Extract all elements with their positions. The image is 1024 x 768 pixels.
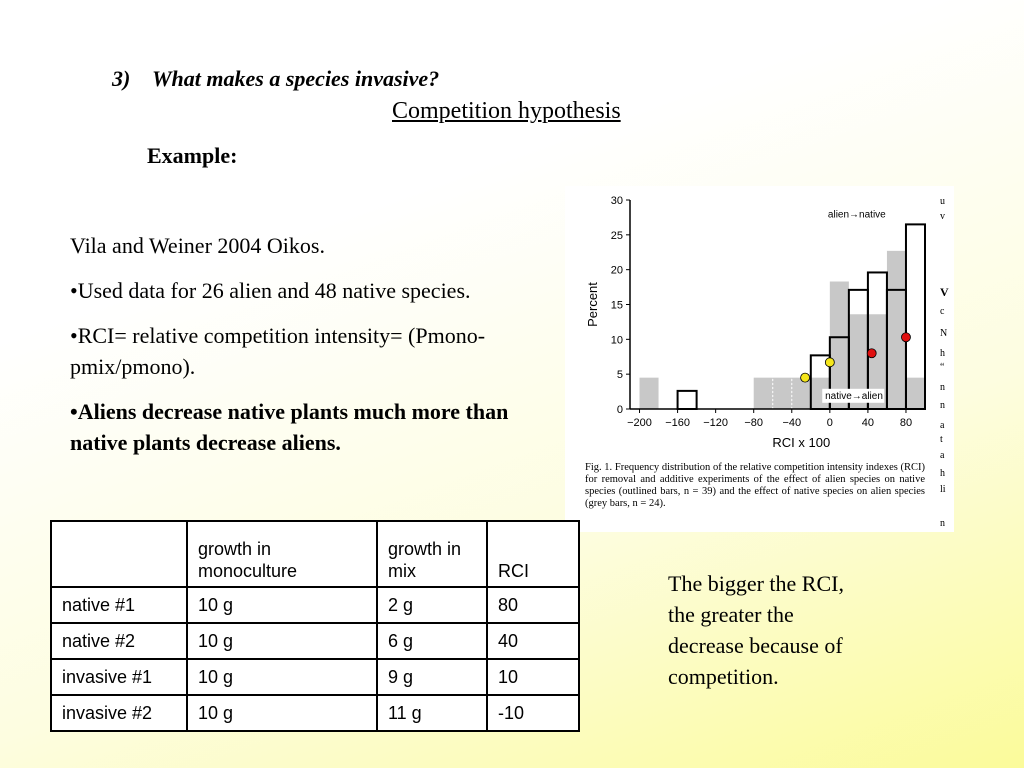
table-cell: 10 g xyxy=(187,587,377,623)
x-tick-label: 0 xyxy=(826,417,833,429)
table-header-cell: growth in mix xyxy=(377,521,487,587)
x-tick-label: 40 xyxy=(861,417,875,429)
y-tick-label: 30 xyxy=(610,195,623,207)
grey-bar xyxy=(640,378,659,409)
x-tick-label: 80 xyxy=(899,417,913,429)
table-header-row xyxy=(51,521,579,587)
histogram-chart xyxy=(565,186,940,456)
side-text-fragment: a xyxy=(940,450,945,461)
table-row xyxy=(51,695,579,731)
table-header-cell: RCI xyxy=(487,521,579,587)
table-cell: 2 g xyxy=(377,587,487,623)
x-tick-label: −200 xyxy=(627,417,652,429)
side-text-fragment: c xyxy=(940,306,945,317)
heading-number: 3) xyxy=(112,66,131,91)
figure-caption: Fig. 1. Frequency distribution of the relative competition intensity indexes (RCI) for removal and additive experiments of the effect of alien species on native species (outlined bars, n = 39) and the effect of native species on alien species (grey bars, n = 24). xyxy=(585,462,925,509)
legend-alien-native: alien→native xyxy=(827,209,886,221)
body-text xyxy=(70,230,510,458)
data-marker xyxy=(825,358,834,367)
table-cell: 40 xyxy=(487,623,579,659)
y-tick-label: 20 xyxy=(610,264,623,277)
table-row xyxy=(51,587,579,623)
table-cell: native #1 xyxy=(51,587,187,623)
bullet-rci-definition: •RCI= relative competition intensity= (Pmono-pmix/pmono). xyxy=(70,323,486,379)
legend-native-alien: native→alien xyxy=(825,391,883,403)
grey-bar xyxy=(773,378,792,409)
citation-line: Vila and Weiner 2004 Oikos. xyxy=(70,233,325,258)
x-tick-label: −40 xyxy=(782,417,802,429)
data-marker xyxy=(801,373,810,382)
rci-table xyxy=(50,520,580,732)
y-tick-label: 25 xyxy=(610,229,623,242)
table-cell: native #2 xyxy=(51,623,187,659)
outlined-bar xyxy=(678,391,697,409)
side-text-fragment: n xyxy=(940,518,945,529)
table-cell: 10 g xyxy=(187,623,377,659)
side-text-fragment: u xyxy=(940,196,945,207)
table-cell: -10 xyxy=(487,695,579,731)
data-marker xyxy=(901,333,910,342)
table-cell: 10 g xyxy=(187,695,377,731)
bullet-data-used: •Used data for 26 alien and 48 native species. xyxy=(70,278,471,303)
side-text-fragment: a xyxy=(940,420,945,431)
table-header-cell: growth in monoculture xyxy=(187,521,377,587)
x-tick-label: −160 xyxy=(665,417,690,429)
side-text-fragment: v xyxy=(940,211,945,222)
y-axis-label: Percent xyxy=(585,282,600,327)
side-text-fragment: V xyxy=(940,285,949,299)
heading-text: What makes a species invasive? xyxy=(152,66,440,91)
rci-note: The bigger the RCI, the greater the decrease because of competition. xyxy=(668,571,844,689)
table-cell: 11 g xyxy=(377,695,487,731)
x-tick-label: −120 xyxy=(703,417,729,429)
side-text-fragment: n xyxy=(940,400,945,411)
table-row xyxy=(51,659,579,695)
slide-heading xyxy=(112,66,439,92)
x-tick-label: −80 xyxy=(744,417,764,429)
side-text-fragment: n xyxy=(940,382,945,393)
side-text-fragment: t xyxy=(940,434,943,445)
side-text-fragment: “ xyxy=(940,362,945,373)
x-axis-label: RCI x 100 xyxy=(772,435,831,450)
table-cell: 6 g xyxy=(377,623,487,659)
table-cell: invasive #1 xyxy=(51,659,187,695)
side-text-fragment: h xyxy=(940,348,945,359)
side-text-fragment: li xyxy=(940,484,946,495)
grey-bar xyxy=(792,378,811,409)
table-cell: 80 xyxy=(487,587,579,623)
data-marker xyxy=(867,349,876,358)
example-label: Example: xyxy=(147,143,238,168)
side-text-fragment: h xyxy=(940,468,945,479)
figure-panel xyxy=(565,186,940,532)
grey-bar xyxy=(906,378,925,409)
y-tick-label: 10 xyxy=(610,334,623,347)
y-tick-label: 5 xyxy=(616,369,623,382)
side-text-fragment: N xyxy=(940,328,948,339)
bullet-conclusion: •Aliens decrease native plants much more than native plants decrease aliens. xyxy=(70,399,509,455)
table-cell: 10 g xyxy=(187,659,377,695)
table-cell: 10 xyxy=(487,659,579,695)
table-header-cell xyxy=(51,521,187,587)
table-cell: invasive #2 xyxy=(51,695,187,731)
table-cell: 9 g xyxy=(377,659,487,695)
y-tick-label: 0 xyxy=(616,404,623,416)
grey-bar xyxy=(754,378,773,409)
table-row xyxy=(51,623,579,659)
figure-side-fragments xyxy=(940,186,954,532)
slide-subtitle: Competition hypothesis xyxy=(392,98,621,124)
grey-bar xyxy=(887,251,906,409)
y-tick-label: 15 xyxy=(610,299,623,312)
